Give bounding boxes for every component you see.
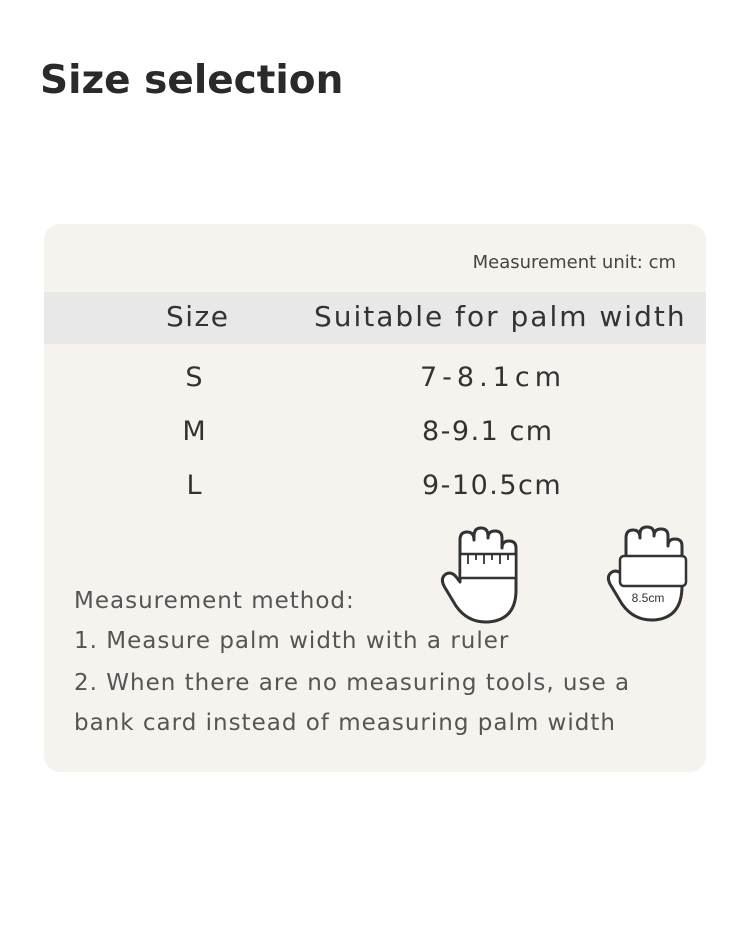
card-size-label: 8.5cm (631, 591, 665, 605)
header-palm-width: Suitable for palm width (314, 300, 687, 333)
size-value: S (185, 362, 203, 393)
measurement-step-2-line-1: 2. When there are no measuring tools, use a (74, 670, 631, 696)
table-row (44, 362, 706, 402)
size-table-header (44, 292, 706, 344)
hand-with-card-icon (602, 524, 694, 628)
size-chart-card (44, 224, 706, 772)
header-size: Size (166, 300, 230, 333)
page-title: Size selection (40, 58, 344, 103)
measurement-unit-note: Measurement unit: cm (472, 252, 676, 273)
table-row (44, 470, 706, 510)
table-row (44, 416, 706, 456)
palm-width-value: 8-9.1 cm (422, 416, 554, 447)
hand-with-ruler-icon (438, 524, 532, 628)
measurement-method-title: Measurement method: (74, 588, 355, 614)
measurement-step-1: 1. Measure palm width with a ruler (74, 628, 510, 654)
size-value: L (186, 470, 202, 501)
measurement-step-2-line-2: bank card instead of measuring palm width (74, 710, 616, 736)
palm-width-value: 9-10.5cm (422, 470, 563, 501)
size-value: M (182, 416, 206, 447)
palm-width-value: 7-8.1cm (420, 362, 567, 393)
